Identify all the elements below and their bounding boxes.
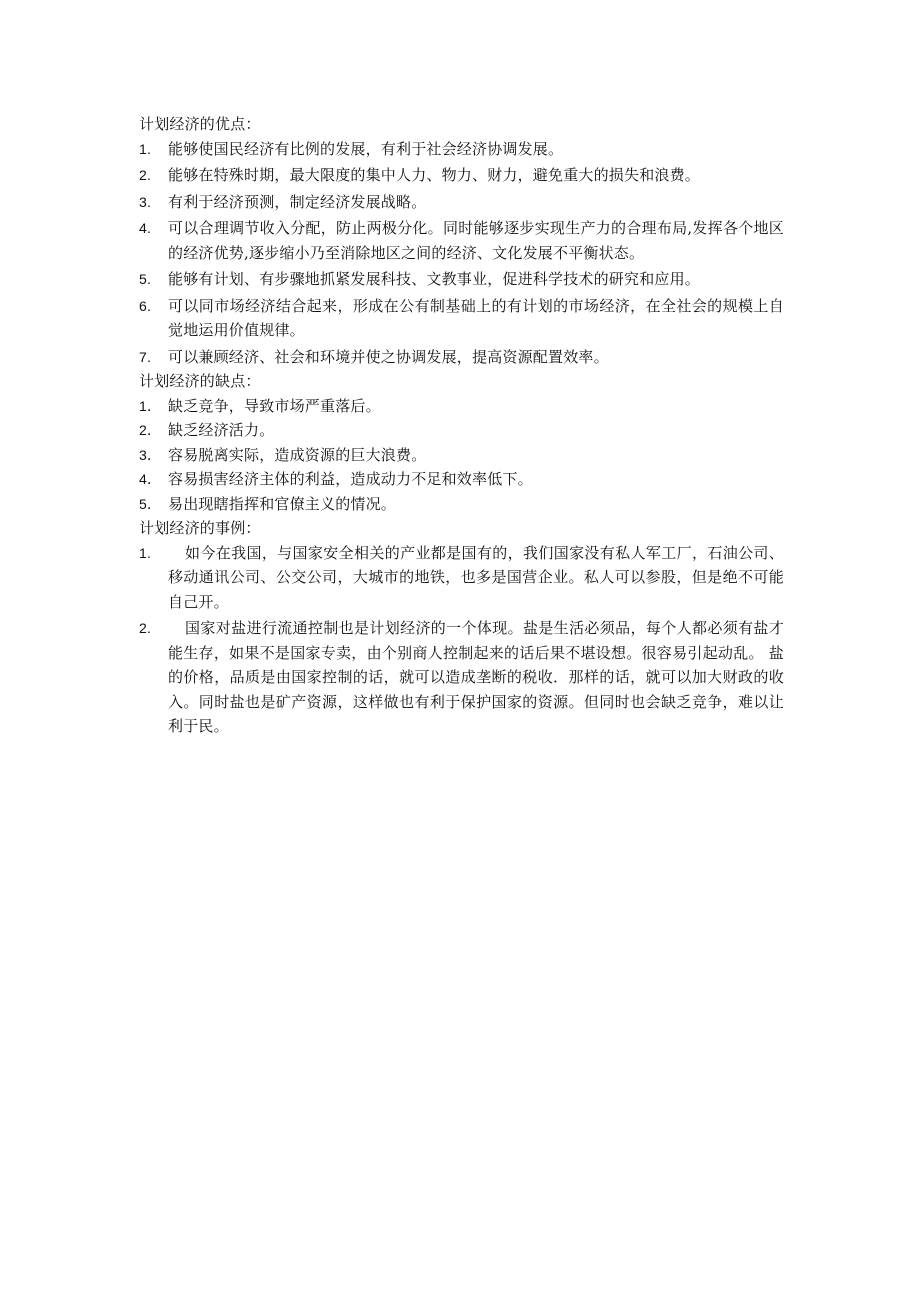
list-number: 2. (139, 167, 152, 183)
list-item (139, 163, 784, 188)
list-number: 6. (139, 297, 152, 314)
list-number: 3． (139, 446, 162, 463)
list-text: 可以合理调节收入分配，防止两极分化。同时能够逐步实现生产力的合理布局,发挥各个地区的经济优势,逐步缩小乃至消除地区之间的经济、文化发展不平衡状态。 (168, 219, 784, 262)
list-item (139, 443, 784, 468)
list-item (139, 216, 784, 265)
list-text: 国家对盐进行流通控制也是计划经济的一个体现。盐是生活必须品，每个人都必须有盐才能生存，如果不是国家专卖，由个别商人控制起来的话后果不堪设想。很容易引起动乱。 盐的价格，品质是由国家控制的话，就可以造成垄断的税收．那样的话，就可以加大财政的收入。同时盐也是矿产资源，这样做也有利于保护国家的资源。但同时也会缺乏竞争，难以让利于民。 (168, 619, 784, 735)
list-text: 容易损害经济主体的利益，造成动力不足和效率低下。 (168, 470, 533, 488)
list-item (139, 616, 784, 739)
list-item (139, 137, 784, 162)
disadvantages-list (139, 394, 784, 517)
list-item (139, 492, 784, 517)
list-item (139, 294, 784, 343)
document-body (139, 112, 784, 739)
list-text: 容易脱离实际，造成资源的巨大浪费。 (168, 445, 427, 464)
list-text: 可以同市场经济结合起来，形成在公有制基础上的有计划的市场经济，在全社会的规模上自觉地运用价值规律。 (168, 296, 784, 339)
list-item (139, 190, 784, 215)
list-item (139, 267, 784, 292)
list-number: 7. (139, 348, 152, 365)
list-item (139, 345, 784, 370)
list-number: 1. (139, 544, 152, 561)
list-number: 2． (139, 422, 162, 438)
list-item (139, 541, 784, 615)
list-number: 3. (139, 193, 152, 210)
list-text: 能够使国民经济有比例的发展，有利于社会经济协调发展。 (168, 139, 564, 158)
list-number: 4． (139, 471, 162, 487)
list-text: 能够在特殊时期，最大限度的集中人力、物力、财力，避免重大的损失和浪费。 (168, 166, 701, 184)
list-number: 4. (139, 220, 152, 236)
list-text: 缺乏经济活力。 (168, 421, 275, 439)
advantages-list (139, 137, 784, 370)
examples-heading: 计划经济的事例： (139, 519, 261, 537)
list-text: 如今在我国，与国家安全相关的产业都是国有的，我们国家没有私人军工厂，石油公司、移动通讯公司、公交公司，大城市的地铁，也多是国营企业。私人可以参股，但是绝不可能自己开。 (168, 543, 784, 611)
list-text: 缺乏竞争，导致市场严重落后。 (168, 396, 381, 415)
list-text: 有利于经济预测，制定经济发展战略。 (168, 192, 427, 211)
list-item (139, 418, 784, 443)
list-number: 5． (139, 495, 162, 512)
list-text: 易出现瞎指挥和官僚主义的情况。 (168, 494, 397, 513)
list-item (139, 394, 784, 419)
list-number: 5. (139, 271, 152, 287)
list-item (139, 467, 784, 492)
list-text: 能够有计划、有步骤地抓紧发展科技、文教事业，促进科学技术的研究和应用。 (168, 270, 701, 288)
list-number: 1. (139, 140, 152, 157)
list-number: 2. (139, 620, 152, 636)
list-number: 1． (139, 397, 162, 414)
disadvantages-heading: 计划经济的缺点： (139, 372, 261, 390)
advantages-heading: 计划经济的优点： (139, 115, 261, 133)
list-text: 可以兼顾经济、社会和环境并使之协调发展，提高资源配置效率。 (168, 347, 609, 366)
examples-list (139, 541, 784, 739)
